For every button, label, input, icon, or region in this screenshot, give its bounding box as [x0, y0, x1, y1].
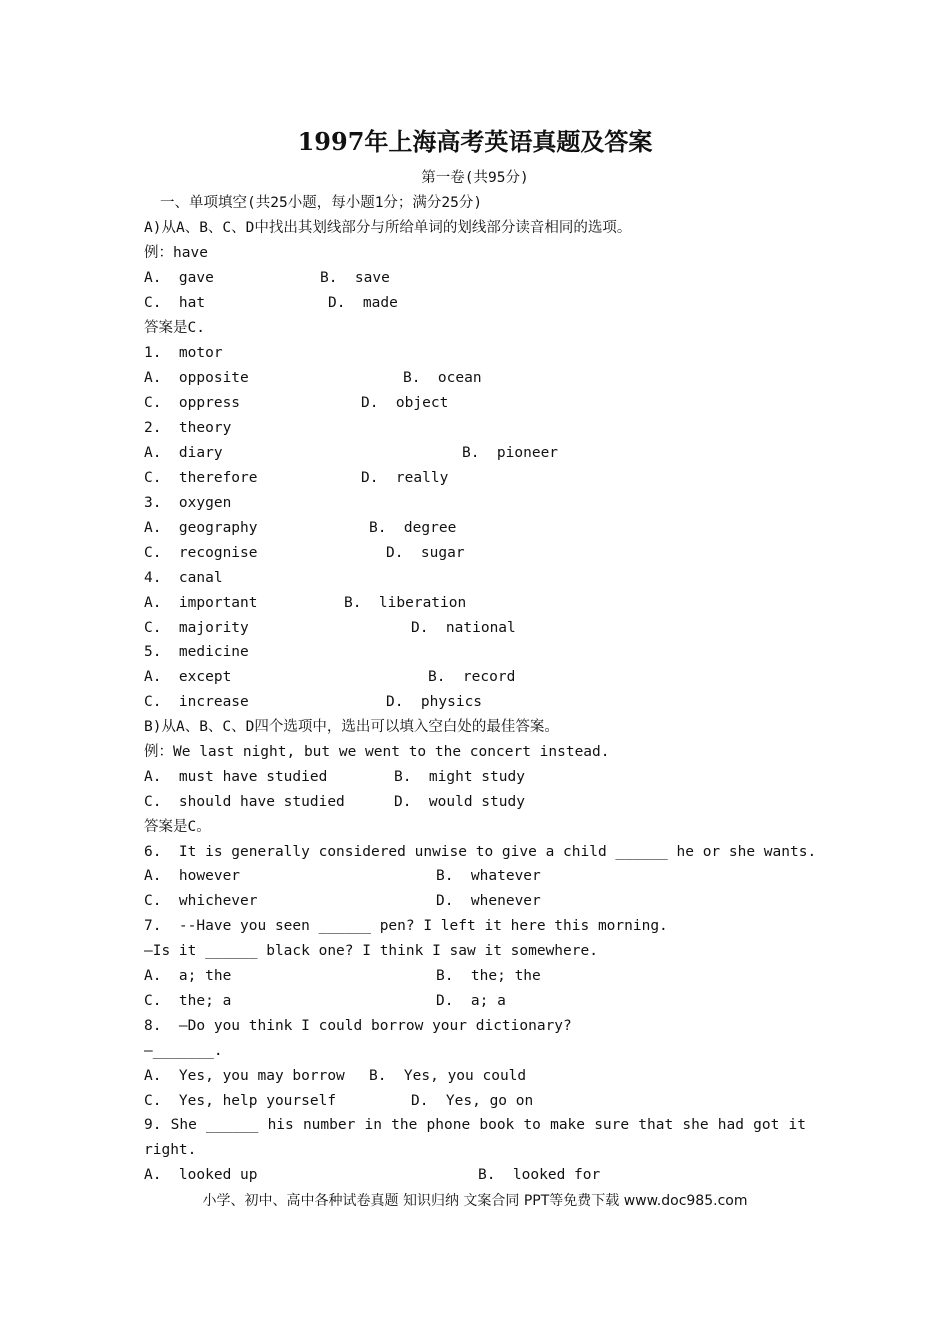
q9-word: She: [170, 1117, 197, 1133]
q6-option-d: D. whenever: [436, 893, 541, 909]
q7-option-b: B. the; the: [436, 968, 541, 984]
q9-word: phone: [426, 1117, 471, 1133]
part-a-instruction: A)从A、B、C、D中找出其划线部分与所给单词的划线部分读音相同的选项。: [144, 220, 632, 236]
q3-option-c: C. recognise: [144, 545, 258, 561]
q4-option-a: A. important: [144, 595, 258, 611]
q8-option-c: C. Yes, help yourself: [144, 1093, 337, 1109]
q6-option-c: C. whichever: [144, 893, 258, 909]
q8-option-a: A. Yes, you may borrow: [144, 1068, 345, 1084]
b-example-option-b: B. might study: [394, 769, 525, 785]
q3-option-d: D. sugar: [386, 545, 465, 561]
question-5: 5. medicine: [144, 644, 249, 660]
q9-word: that: [638, 1117, 674, 1133]
q9-option-b: B. looked for: [478, 1167, 601, 1183]
b-example-option-d: D. would study: [394, 794, 525, 810]
question-8: 8. —Do you think I could borrow your dictionary?: [144, 1018, 572, 1034]
example-option-a: A. gave: [144, 270, 214, 286]
question-4: 4. canal: [144, 570, 223, 586]
q7-option-d: D. a; a: [436, 993, 506, 1009]
question-1: 1. motor: [144, 345, 223, 361]
example-option-d: D. made: [328, 295, 398, 311]
q9-word: his: [267, 1117, 294, 1133]
q3-option-a: A. geography: [144, 520, 258, 536]
q7-option-c: C. the; a: [144, 993, 232, 1009]
q2-option-c: C. therefore: [144, 470, 258, 486]
paper-subtitle: 第一卷(共95分): [421, 170, 529, 186]
example-option-c: C. hat: [144, 295, 206, 311]
part-b-instruction: B)从A、B、C、D四个选项中，选出可以填入空白处的最佳答案。: [144, 719, 559, 735]
q9-word: make: [550, 1117, 586, 1133]
q9-word: 9.: [144, 1117, 162, 1133]
q2-option-a: A. diary: [144, 445, 223, 461]
q9-word: number: [302, 1117, 356, 1133]
q5-option-a: A. except: [144, 669, 232, 685]
q8-option-b: B. Yes, you could: [369, 1068, 527, 1084]
q7-option-a: A. a; the: [144, 968, 232, 984]
b-example-option-c: C. should have studied: [144, 794, 345, 810]
question-9: [144, 1113, 806, 1137]
example-answer: 答案是C.: [144, 320, 205, 336]
q3-option-b: B. degree: [369, 520, 457, 536]
b-example-answer: 答案是C。: [144, 819, 211, 835]
question-2: 2. theory: [144, 420, 232, 436]
question-6: 6. It is generally considered unwise to give a child ______ he or she wants.: [144, 844, 817, 860]
q4-option-c: C. majority: [144, 620, 249, 636]
q9-word: sure: [594, 1117, 630, 1133]
q5-option-c: C. increase: [144, 694, 249, 710]
q9-word: to: [523, 1117, 541, 1133]
q2-option-d: D. really: [361, 470, 449, 486]
q5-option-b: B. record: [428, 669, 516, 685]
q9-word: the: [391, 1117, 418, 1133]
q6-option-b: B. whatever: [436, 868, 541, 884]
q4-option-b: B. liberation: [344, 595, 467, 611]
question-9-continued: right.: [144, 1142, 197, 1158]
page-title: 1997年上海高考英语真题及答案: [297, 127, 653, 156]
q1-option-a: A. opposite: [144, 370, 249, 386]
q9-word: had: [717, 1117, 744, 1133]
q2-option-b: B. pioneer: [462, 445, 559, 461]
q1-option-b: B. ocean: [403, 370, 482, 386]
part-b-example: 例：We last night, but we went to the concert instead.: [144, 744, 610, 760]
q9-word: she: [682, 1117, 709, 1133]
q9-word: it: [788, 1117, 806, 1133]
question-7: 7. --Have you seen ______ pen? I left it here this morning.: [144, 918, 668, 934]
q1-option-c: C. oppress: [144, 395, 241, 411]
question-8-reply: —_______.: [144, 1043, 223, 1059]
q9-word: got: [753, 1117, 780, 1133]
q5-option-d: D. physics: [386, 694, 483, 710]
footer-banner: 小学、初中、高中各种试卷真题 知识归纳 文案合同 PPT等免费下载 www.doc985.com: [202, 1193, 748, 1209]
question-7-reply: —Is it ______ black one? I think I saw it somewhere.: [144, 943, 598, 959]
example-option-b: B. save: [320, 270, 390, 286]
q4-option-d: D. national: [411, 620, 516, 636]
q9-word: book: [479, 1117, 515, 1133]
b-example-option-a: A. must have studied: [144, 769, 328, 785]
q8-option-d: D. Yes, go on: [411, 1093, 534, 1109]
q9-word: ______: [206, 1117, 259, 1133]
q6-option-a: A. however: [144, 868, 241, 884]
part-a-example: 例：have: [144, 245, 208, 261]
q9-word: in: [364, 1117, 382, 1133]
question-3: 3. oxygen: [144, 495, 232, 511]
q1-option-d: D. object: [361, 395, 449, 411]
section-heading: 一、单项填空(共25小题，每小题1分；满分25分): [160, 195, 483, 211]
q9-option-a: A. looked up: [144, 1167, 258, 1183]
